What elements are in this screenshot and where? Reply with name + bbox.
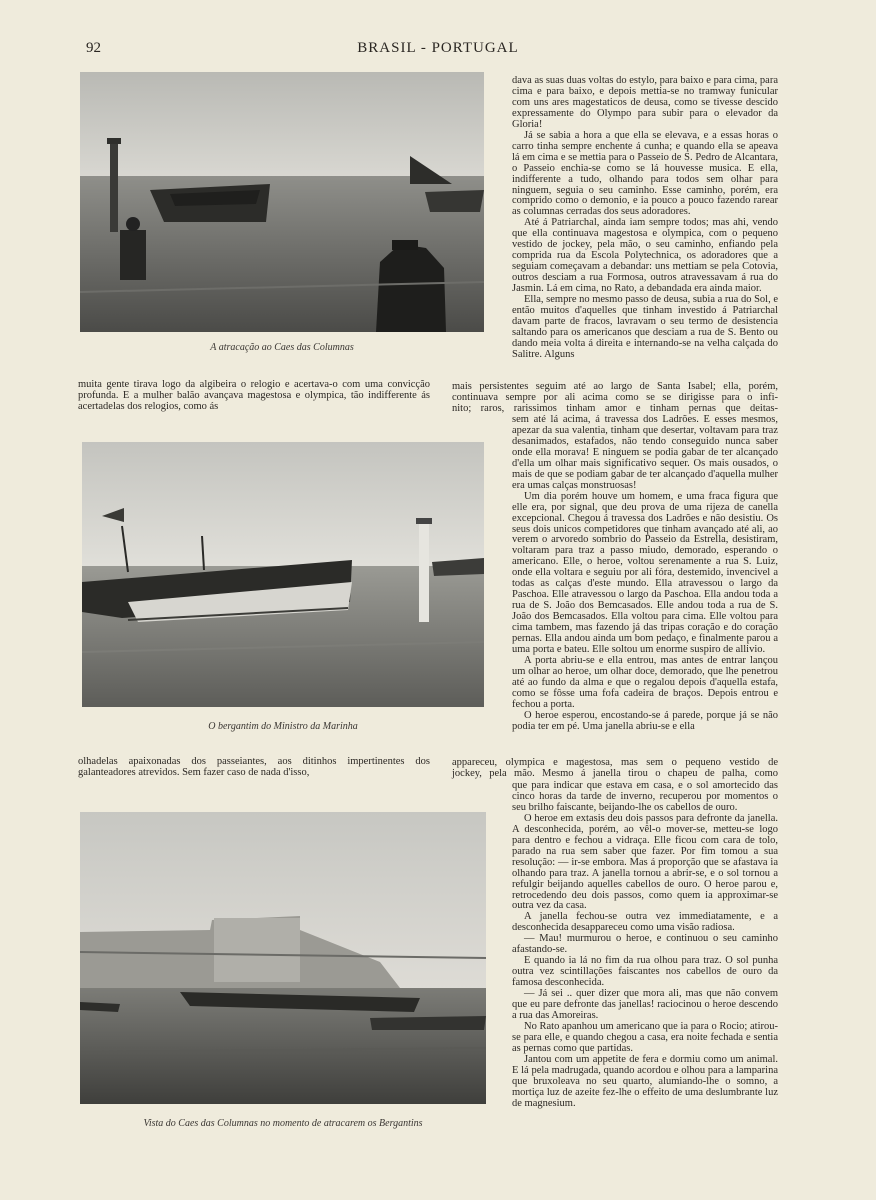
paragraph: Até á Patriarchal, ainda iam sempre todos; mas ahi, vendo que ella continuava magestosa e olympica, com o pequeno vestido de jockey, pela mão, o seu caminho, enfiando pela comprida rua da Escola Polytechnica, os adoradores que a seguiam começavam a debandar: uns mettiam se pela Cotovia, outros desciam a rua Formosa, outros atravessavam á rua do Jasmin. Lá em cima, no Rato, a debandada era ainda maior.	[512, 217, 778, 295]
left-paragraph-2: olhadelas apaixonadas dos passeiantes, aos ditinhos impertinentes dos galanteadores atrevidos. Sem fazer caso de nada d'isso,	[78, 756, 430, 778]
figure-caption: A atracação ao Caes das Columnas	[210, 342, 354, 353]
paragraph: Ella, sempre no mesmo passo de deusa, subia a rua do Sol, e então muitos d'aquelles que tinham investido á Patriarchal davam parte de fracos, lavravam o seu termo de desistencia saltando para os americanos que desciam a rua de S. Bento ou dando meia volta á direita e internando-se na velha calçada do Salitre. Alguns	[512, 294, 778, 360]
paragraph: — Mau! murmurou o heroe, e continuou o seu caminho afastando-se.	[512, 933, 778, 956]
right-column-top	[512, 76, 778, 382]
photo-minister-brigantine	[82, 442, 484, 707]
paragraph: A janella fechou-se outra vez immediatamente, e a desconhecida desappareceu como uma visão radiosa.	[512, 911, 778, 934]
paragraph: A porta abriu-se e ella entrou, mas antes de entrar lançou um olhar ao heroe, um olhar doce, demorado, que lhe penetrou até ao fundo da alma e que o regalou depois d'aquella estafa, como se fôsse uma fofa cadeira de braços. Depois entrou e fechou a porta.	[512, 654, 778, 710]
text-line: jockey, pela mão. Mesmo á janella tirou o chapeu de palha, como	[452, 768, 778, 779]
paragraph: Jantou com um appetite de fera e dormiu como um animal. E lá pela madrugada, quando acordou e olhou para a lamparina que bruxoleava no seu quarto, alumiando-lhe o somno, a mortiça luz de azeite fez-lhe o effeito de uma deslumbrante luz de magnesium.	[512, 1053, 778, 1109]
paragraph: E quando ia lá no fim da rua olhou para traz. O sol punha outra vez scintillações faiscantes nos cabellos de ouro da famosa desconhecida.	[512, 955, 778, 989]
figure-caption: Vista do Caes das Columnas no momento de atracarem os Bergantins	[143, 1118, 423, 1129]
paragraph: No Rato apanhou um americano que ia para o Rocio; atirou-se para elle, e quando chegou a casa, era noite fechada e sentia as pernas como que partidas.	[512, 1020, 778, 1054]
paragraph: dava as suas duas voltas do estylo, para baixo e para cima, para cima e para baixo, e depois mettia-se no tramway funicular com uns ares magestaticos de deusa, como se tivesse descido expressamente do Olympo para subir para o elevador da Gloria!	[512, 76, 778, 130]
figure-caption: O bergantim do Ministro da Marinha	[208, 721, 358, 732]
text-line: appareceu, olympica e magestosa, mas sem o pequeno vestido de	[452, 757, 778, 768]
running-title: BRASIL - PORTUGAL	[357, 40, 519, 56]
paragraph: O heroe em extasis deu dois passos para defronte da janella. A desconhecida, porém, ao vêl-o mover-se, metteu-se logo para dentro e fechou a vidraça. Elle ficou com cara de tolo, parado na rua sem saber que fazer. Por fim tomou a sua resolução: — ir-se embora. Mas á proporção que se afastava ia olhando para traz. A janella tornou a abrir-se, e o sol tornou a refulgir beijando aquelles cabellos de ouro. O heroe parou e, retrocedendo deu dois passos, como quem ia approximar-se outra vez da casa.	[512, 812, 778, 912]
text-line: mais persistentes seguim até ao largo de Santa Isabel; ella, porém,	[452, 381, 778, 392]
paragraph: Um dia porém houve um homem, e uma fraca figura que elle era, por signal, que deu prova de uma rijeza de canella excepcional. Chegou á travessa dos Ladrões e não desistiu. Os seus dois unicos competidores que tinham avançado até ali, ao verem o arvoredo sombrio do Passeio da Estrella, desistiram, voltaram para traz a passo miudo, demorado, esperando o americano. Elle, o heroe, voltou serenamente a rua S. Luiz, onde ella voltara e seguiu por ali fóra, destemido, invencivel a todas as calças d'este mundo. Ella atravessou o largo da Paschoa. Elle atravessou o largo da Paschoa. Ella andou toda a rua de S. João dos Bemcasados. Elle andou toda a rua de S. João dos Bemcasados. Ella voltou para cima. Elle voltou para cima tambem, mas fazendo já das tripas coração e do coração pernas. Ella andou ainda um bom pedaço, e finalmente parou a uma porta e bateu. Elle soltou um enorme suspiro de allivio.	[512, 490, 778, 656]
text-line: nito; raros, rarissimos tinham amor e tinham pernas que deitas-	[452, 403, 778, 414]
paragraph: que para indicar que estava em casa, e o sol amortecido das cinco horas da tarde de inverno, recuperou por momentos o seu brilho faiscante, beijando-lhe os cabellos de ouro.	[512, 781, 778, 813]
paragraph: Já se sabia a hora a que ella se elevava, e a essas horas o carro tinha sempre enchente á cunha; e quando ella se apeava lá em cima e se mettia para o Passeio de S. Pedro de Alcantara, o Passeio enchia-se como se lá houvesse musica. E ella, indifferente a tudo, olhando para todos sem olhar para ninguem, seguia o seu caminho. Esse caminho, porém, era comprido como o demonio, e ia pouco a pouco fazendo rarear as columnas cerradas dos seus adoradores.	[512, 129, 778, 218]
text-line: continuava sempre por ali acima como se se dirigisse para o infi-	[452, 392, 778, 403]
paragraph: O heroe esperou, encostando-se á parede, porque já se não podia ter em pé. Uma janella abriu-se e ella	[512, 709, 778, 732]
photo-quay-docking	[80, 72, 484, 332]
right-column-bottom	[512, 781, 778, 1137]
right-column-middle	[512, 415, 778, 757]
left-paragraph-1: muita gente tirava logo da algibeira o relogio e acertava-o com uma convicção profunda. E a mulher balão avançava magestosa e olympica, tão indifferente ás acertadelas dos relogios, como ás	[78, 379, 430, 412]
page-number: 92	[86, 40, 101, 56]
paragraph: sem até lá acima, á travessa dos Ladrões. E esses mesmos, apezar da sua valentia, tinham que desertar, voltavam para traz desanimados, estafados, não tendo conseguido nunca saber onde ella morava! E ninguem se podia gabar de ter alcançado d'ella um olhar mais significativo sequer. Os mais ousados, o mais de que se podiam gabar de ter alcançado d'aquella mulher era umas calças monstruosas!	[512, 415, 778, 491]
photo-quay-view	[80, 812, 486, 1104]
paragraph: — Já sei .. quer dizer que mora ali, mas que não convem que eu pare defronte das janellas! raciocinou o heroe descendo a rua das Amoreiras.	[512, 988, 778, 1022]
